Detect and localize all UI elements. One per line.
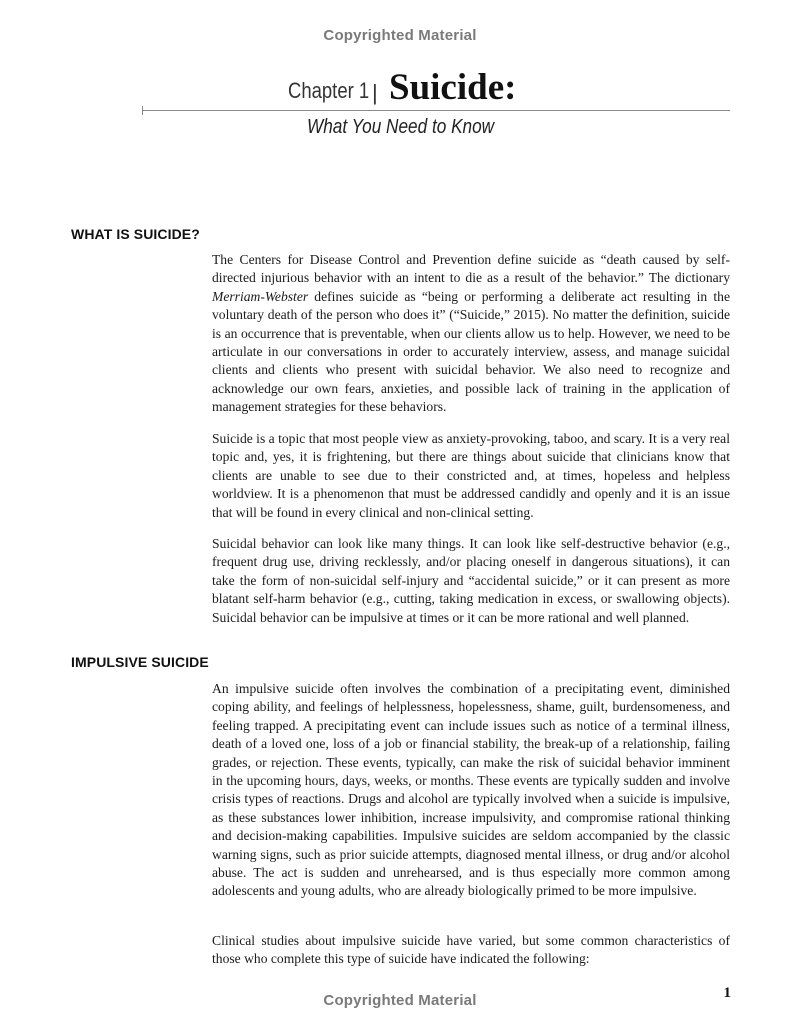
paragraph-text: defines suicide as “being or performing a deliberate act resulting in the voluntary death of the person who does it” (“Suicide,” 2015). No matter the definition, suicide is an occurrence that is preventable, when our clients allow us to help. However, we need to be articulate in our conversations in order to accurately interview, assess, and manage suicidal clients and clients who present with suicidal behavior. We also need to recognize and acknowledge our own fears, anxieties, and possible lack of training in the application of management strategies for these behaviors. — [212, 288, 730, 415]
chapter-subtitle: What You Need to Know — [307, 116, 495, 138]
paragraph: Suicidal behavior can look like many things. It can look like self-destructive behavior (e.g., frequent drug use, driving recklessly, and/or placing oneself in dangerous situations), it can take the form of non-suicidal self-injury and “accidental suicide,” or it can present as more blatant self-harm behavior (e.g., cutting, taking medication in excess, or swallowing objects). Suicidal behavior can be impulsive at times or it can be more rational and well planned. — [212, 536, 730, 625]
copyright-watermark-bottom: Copyrighted Material — [323, 992, 477, 1009]
paragraph — [212, 251, 730, 417]
chapter-title: Suicide: — [389, 67, 517, 108]
chapter-separator: | — [372, 80, 378, 105]
paragraph-text: The Centers for Disease Control and Prevention define suicide as “death caused by self-directed injurious behavior with an intent to die as a result of the behavior.” The dictionary — [212, 252, 730, 286]
section-heading-what-is-suicide: WHAT IS SUICIDE? — [71, 226, 200, 242]
paragraph: An impulsive suicide often involves the combination of a precipitating event, diminished coping ability, and feelings of helplessness, hopelessness, shame, guilt, burdensomeness, and feeling trapped. A precipitating event can include issues such as notice of a terminal illness, death of a loved one, loss of a job or financial stability, the break-up of a relationship, failing grades, or rejection. These events, typically, can make the risk of suicidal behavior imminent in the upcoming hours, days, weeks, or months. These events are typically sudden and involve crisis types of reactions. Drugs and alcohol are typically involved when a suicide is impulsive, as these substances lower inhibition, increase impulsivity, and compromise rational thinking and decision-making capabilities. Impulsive suicides are seldom accompanied by the classic warning signs, such as prior suicide attempts, diagnosed mental illness, or drug and/or alcohol abuse. The act is sudden and unrehearsed, and is thus especially more common among adolescents and young adults, who are already biologically primed to be more impulsive. — [212, 681, 730, 899]
page-number: 1 — [723, 985, 731, 1001]
header-rule — [142, 110, 730, 111]
paragraph: Suicide is a topic that most people view as anxiety-provoking, taboo, and scary. It is a very real topic and, yes, it is frightening, but there are things about suicide that clinicians know that clients are unable to see due to their constricted and, at times, hopeless and helpless worldview. It is a phenomenon that must be addressed candidly and openly and it is an issue that will be found in every clinical and non-clinical setting. — [212, 431, 730, 520]
chapter-header — [0, 64, 800, 114]
section-heading-impulsive-suicide: IMPULSIVE SUICIDE — [71, 654, 209, 670]
chapter-label: Chapter 1 — [288, 78, 370, 103]
paragraph-italic-title: Merriam-Webster — [212, 288, 309, 304]
copyright-watermark-top: Copyrighted Material — [323, 27, 477, 44]
paragraph: Clinical studies about impulsive suicide have varied, but some common characteristics of those who complete this type of suicide have indicated the following: — [212, 933, 730, 967]
